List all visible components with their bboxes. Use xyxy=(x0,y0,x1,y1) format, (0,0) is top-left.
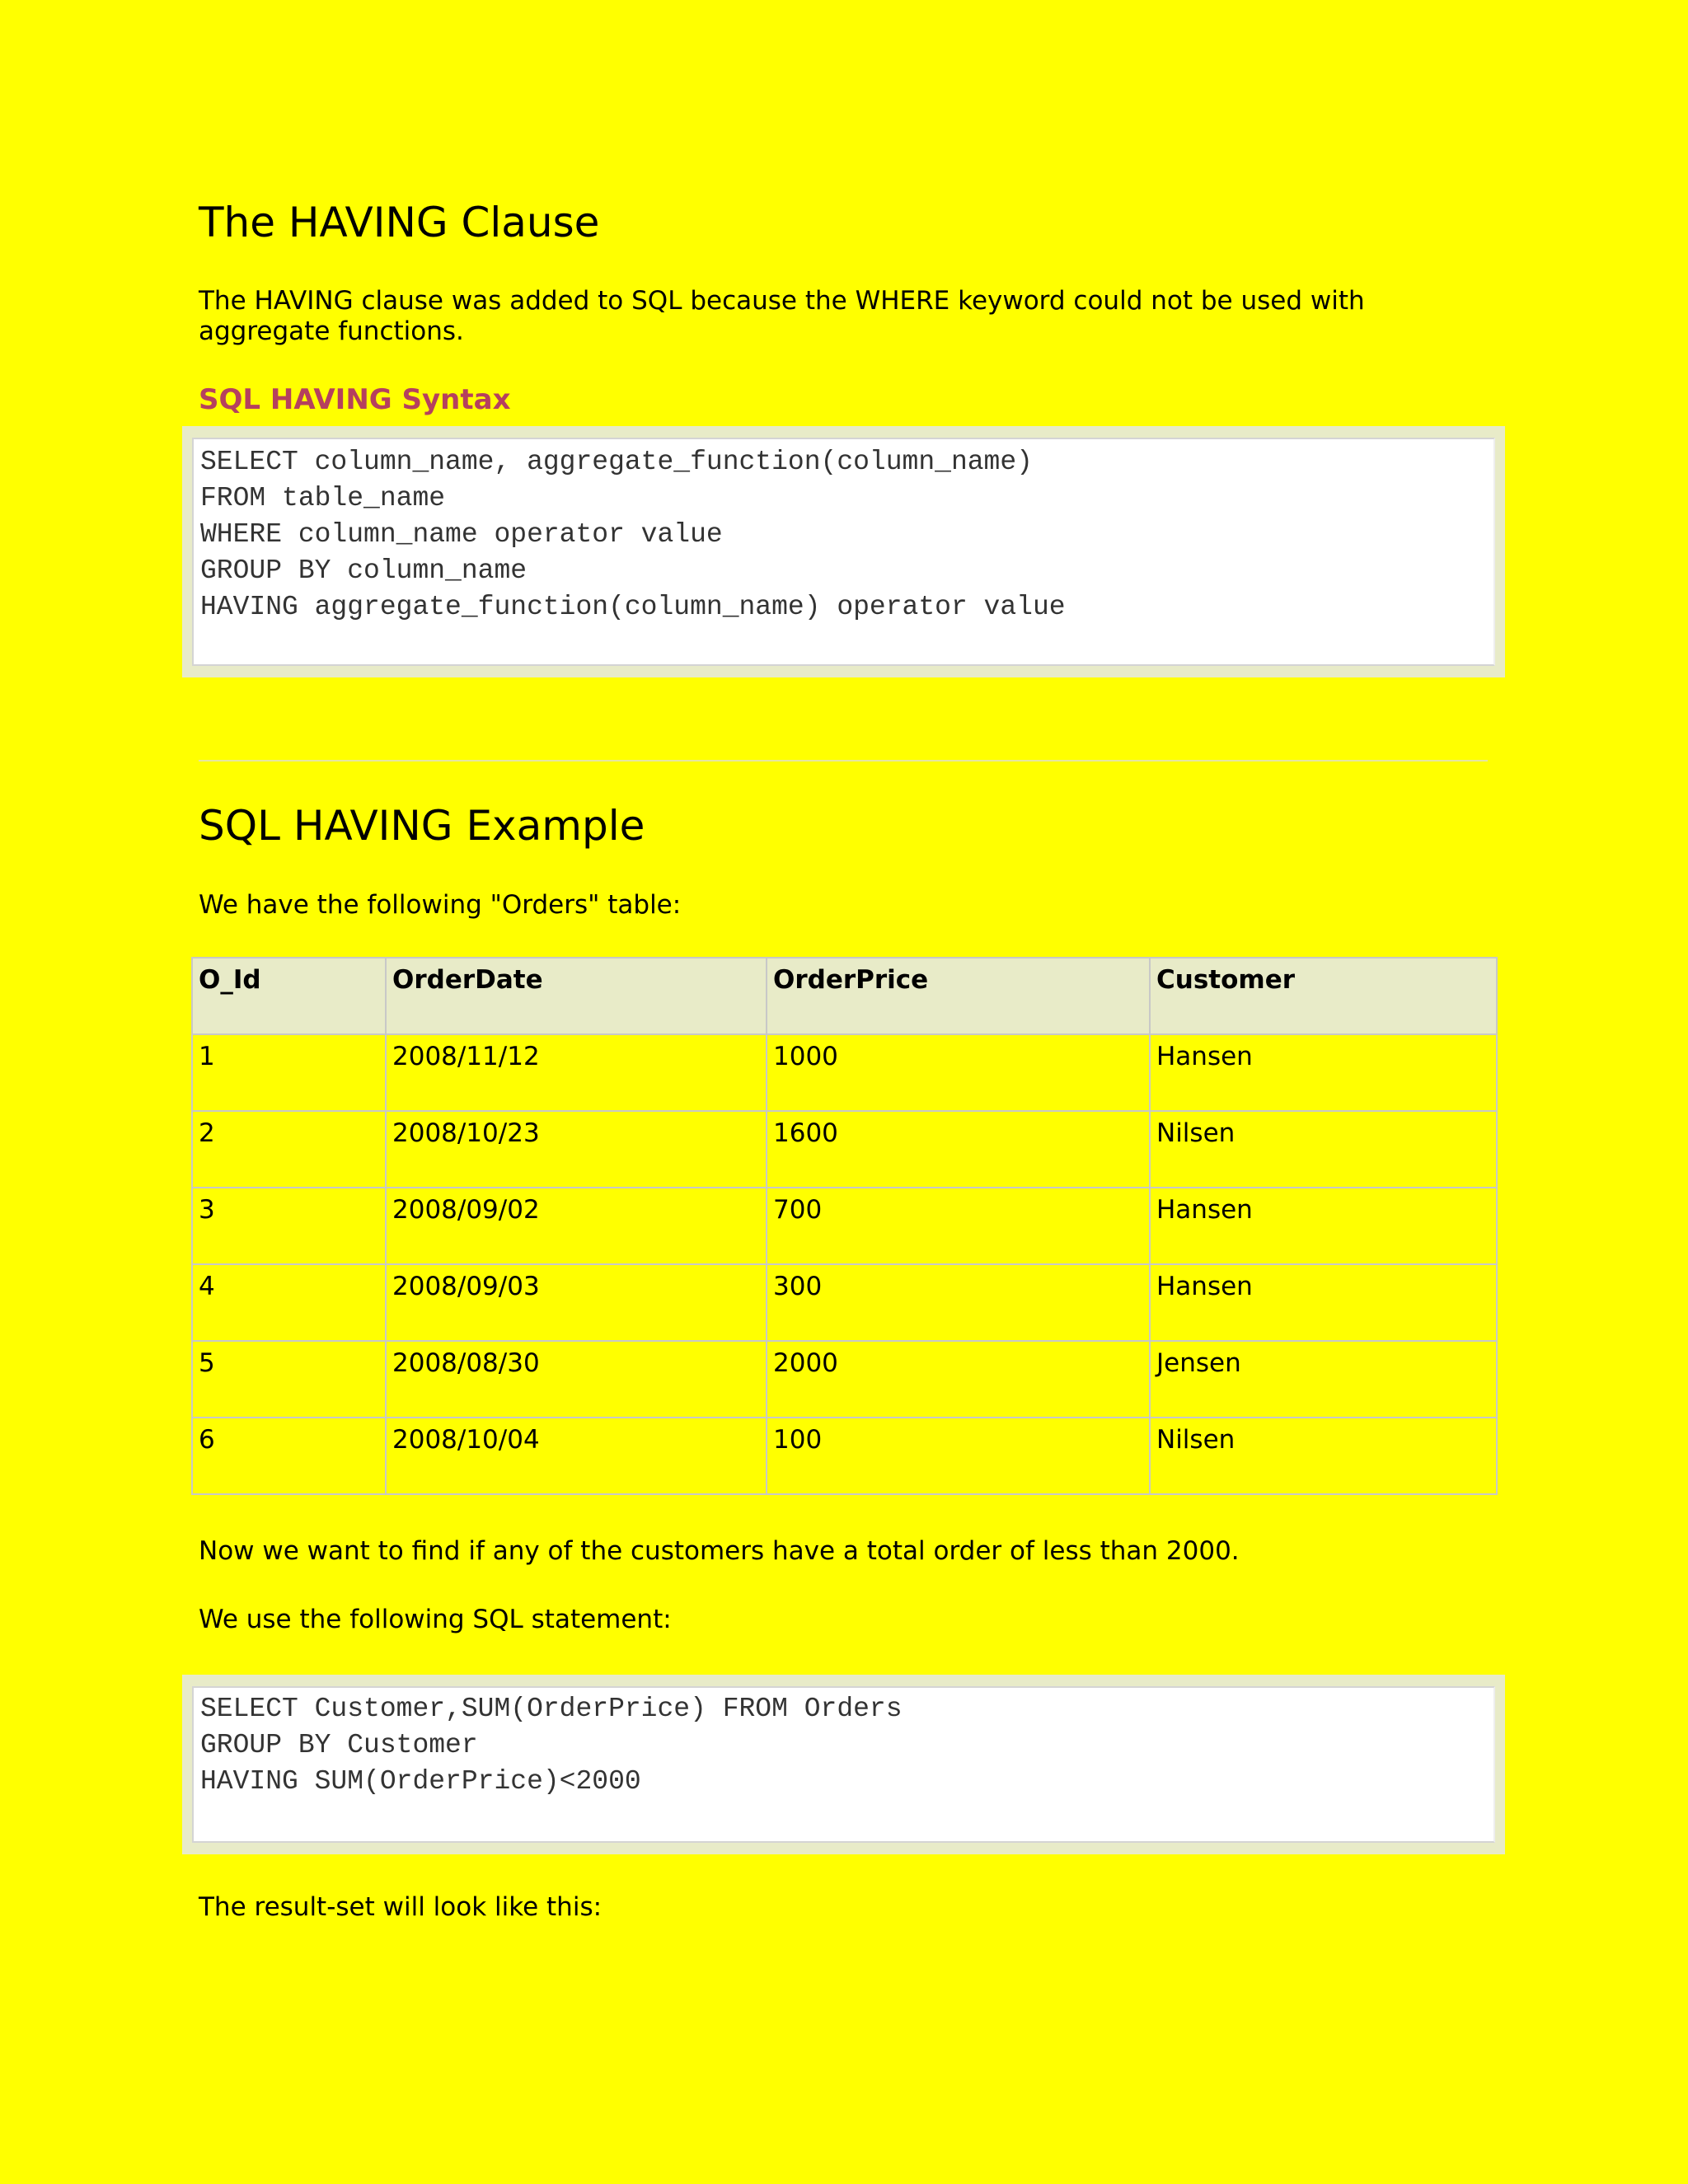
query-line: GROUP BY Customer xyxy=(200,1730,478,1760)
page-title: The HAVING Clause xyxy=(199,199,600,246)
table-cell: 1000 xyxy=(767,1034,1150,1111)
question-paragraph: Now we want to find if any of the customers have a total order of less than 2000. xyxy=(199,1536,1240,1566)
table-cell: 2008/11/12 xyxy=(386,1034,767,1111)
table-cell: Hansen xyxy=(1150,1034,1497,1111)
column-header: OrderDate xyxy=(386,958,767,1034)
result-intro-paragraph: The result-set will look like this: xyxy=(199,1892,603,1922)
example-title: SQL HAVING Example xyxy=(199,802,645,850)
orders-table-intro: We have the following "Orders" table: xyxy=(199,890,682,920)
query-line: HAVING SUM(OrderPrice)<2000 xyxy=(200,1766,641,1797)
syntax-line: WHERE column_name operator value xyxy=(200,519,723,550)
table-cell: 2 xyxy=(192,1111,386,1188)
column-header: O_Id xyxy=(192,958,386,1034)
having-intro-paragraph: The HAVING clause was added to SQL because the WHERE keyword could not be used with aggregate functions. xyxy=(199,286,1365,346)
table-row xyxy=(192,1034,1497,1111)
table-cell: 5 xyxy=(192,1341,386,1418)
syntax-code-inner xyxy=(192,438,1495,666)
syntax-line: SELECT column_name, aggregate_function(column_name) xyxy=(200,447,1033,477)
table-cell: 2008/10/04 xyxy=(386,1418,767,1494)
table-row xyxy=(192,1341,1497,1418)
table-row xyxy=(192,1418,1497,1494)
table-cell: Hansen xyxy=(1150,1264,1497,1341)
table-row xyxy=(192,1111,1497,1188)
table-cell: 100 xyxy=(767,1418,1150,1494)
table-header-row xyxy=(192,958,1497,1034)
syntax-line: GROUP BY column_name xyxy=(200,555,528,586)
table-cell: 2000 xyxy=(767,1341,1150,1418)
syntax-heading: SQL HAVING Syntax xyxy=(199,383,511,416)
table-cell: Hansen xyxy=(1150,1188,1497,1264)
statement-intro-paragraph: We use the following SQL statement: xyxy=(199,1605,672,1634)
orders-table xyxy=(191,957,1498,1495)
table-cell: Jensen xyxy=(1150,1341,1497,1418)
table-row xyxy=(192,1188,1497,1264)
table-cell: 4 xyxy=(192,1264,386,1341)
table-row xyxy=(192,1264,1497,1341)
table-cell: Nilsen xyxy=(1150,1418,1497,1494)
syntax-code-block xyxy=(182,426,1505,677)
column-header: OrderPrice xyxy=(767,958,1150,1034)
table-cell: 700 xyxy=(767,1188,1150,1264)
table-cell: 1600 xyxy=(767,1111,1150,1188)
table-cell: Nilsen xyxy=(1150,1111,1497,1188)
table-cell: 3 xyxy=(192,1188,386,1264)
query-code-inner xyxy=(192,1686,1495,1843)
table-cell: 2008/09/03 xyxy=(386,1264,767,1341)
section-divider xyxy=(199,760,1488,762)
table-cell: 2008/10/23 xyxy=(386,1111,767,1188)
table-cell: 1 xyxy=(192,1034,386,1111)
column-header: Customer xyxy=(1150,958,1497,1034)
table-cell: 300 xyxy=(767,1264,1150,1341)
syntax-line: FROM table_name xyxy=(200,483,446,513)
query-line: SELECT Customer,SUM(OrderPrice) FROM Orders xyxy=(200,1694,903,1724)
table-cell: 6 xyxy=(192,1418,386,1494)
query-code-block xyxy=(182,1675,1505,1854)
syntax-line: HAVING aggregate_function(column_name) operator value xyxy=(200,592,1066,622)
table-cell: 2008/09/02 xyxy=(386,1188,767,1264)
table-cell: 2008/08/30 xyxy=(386,1341,767,1418)
